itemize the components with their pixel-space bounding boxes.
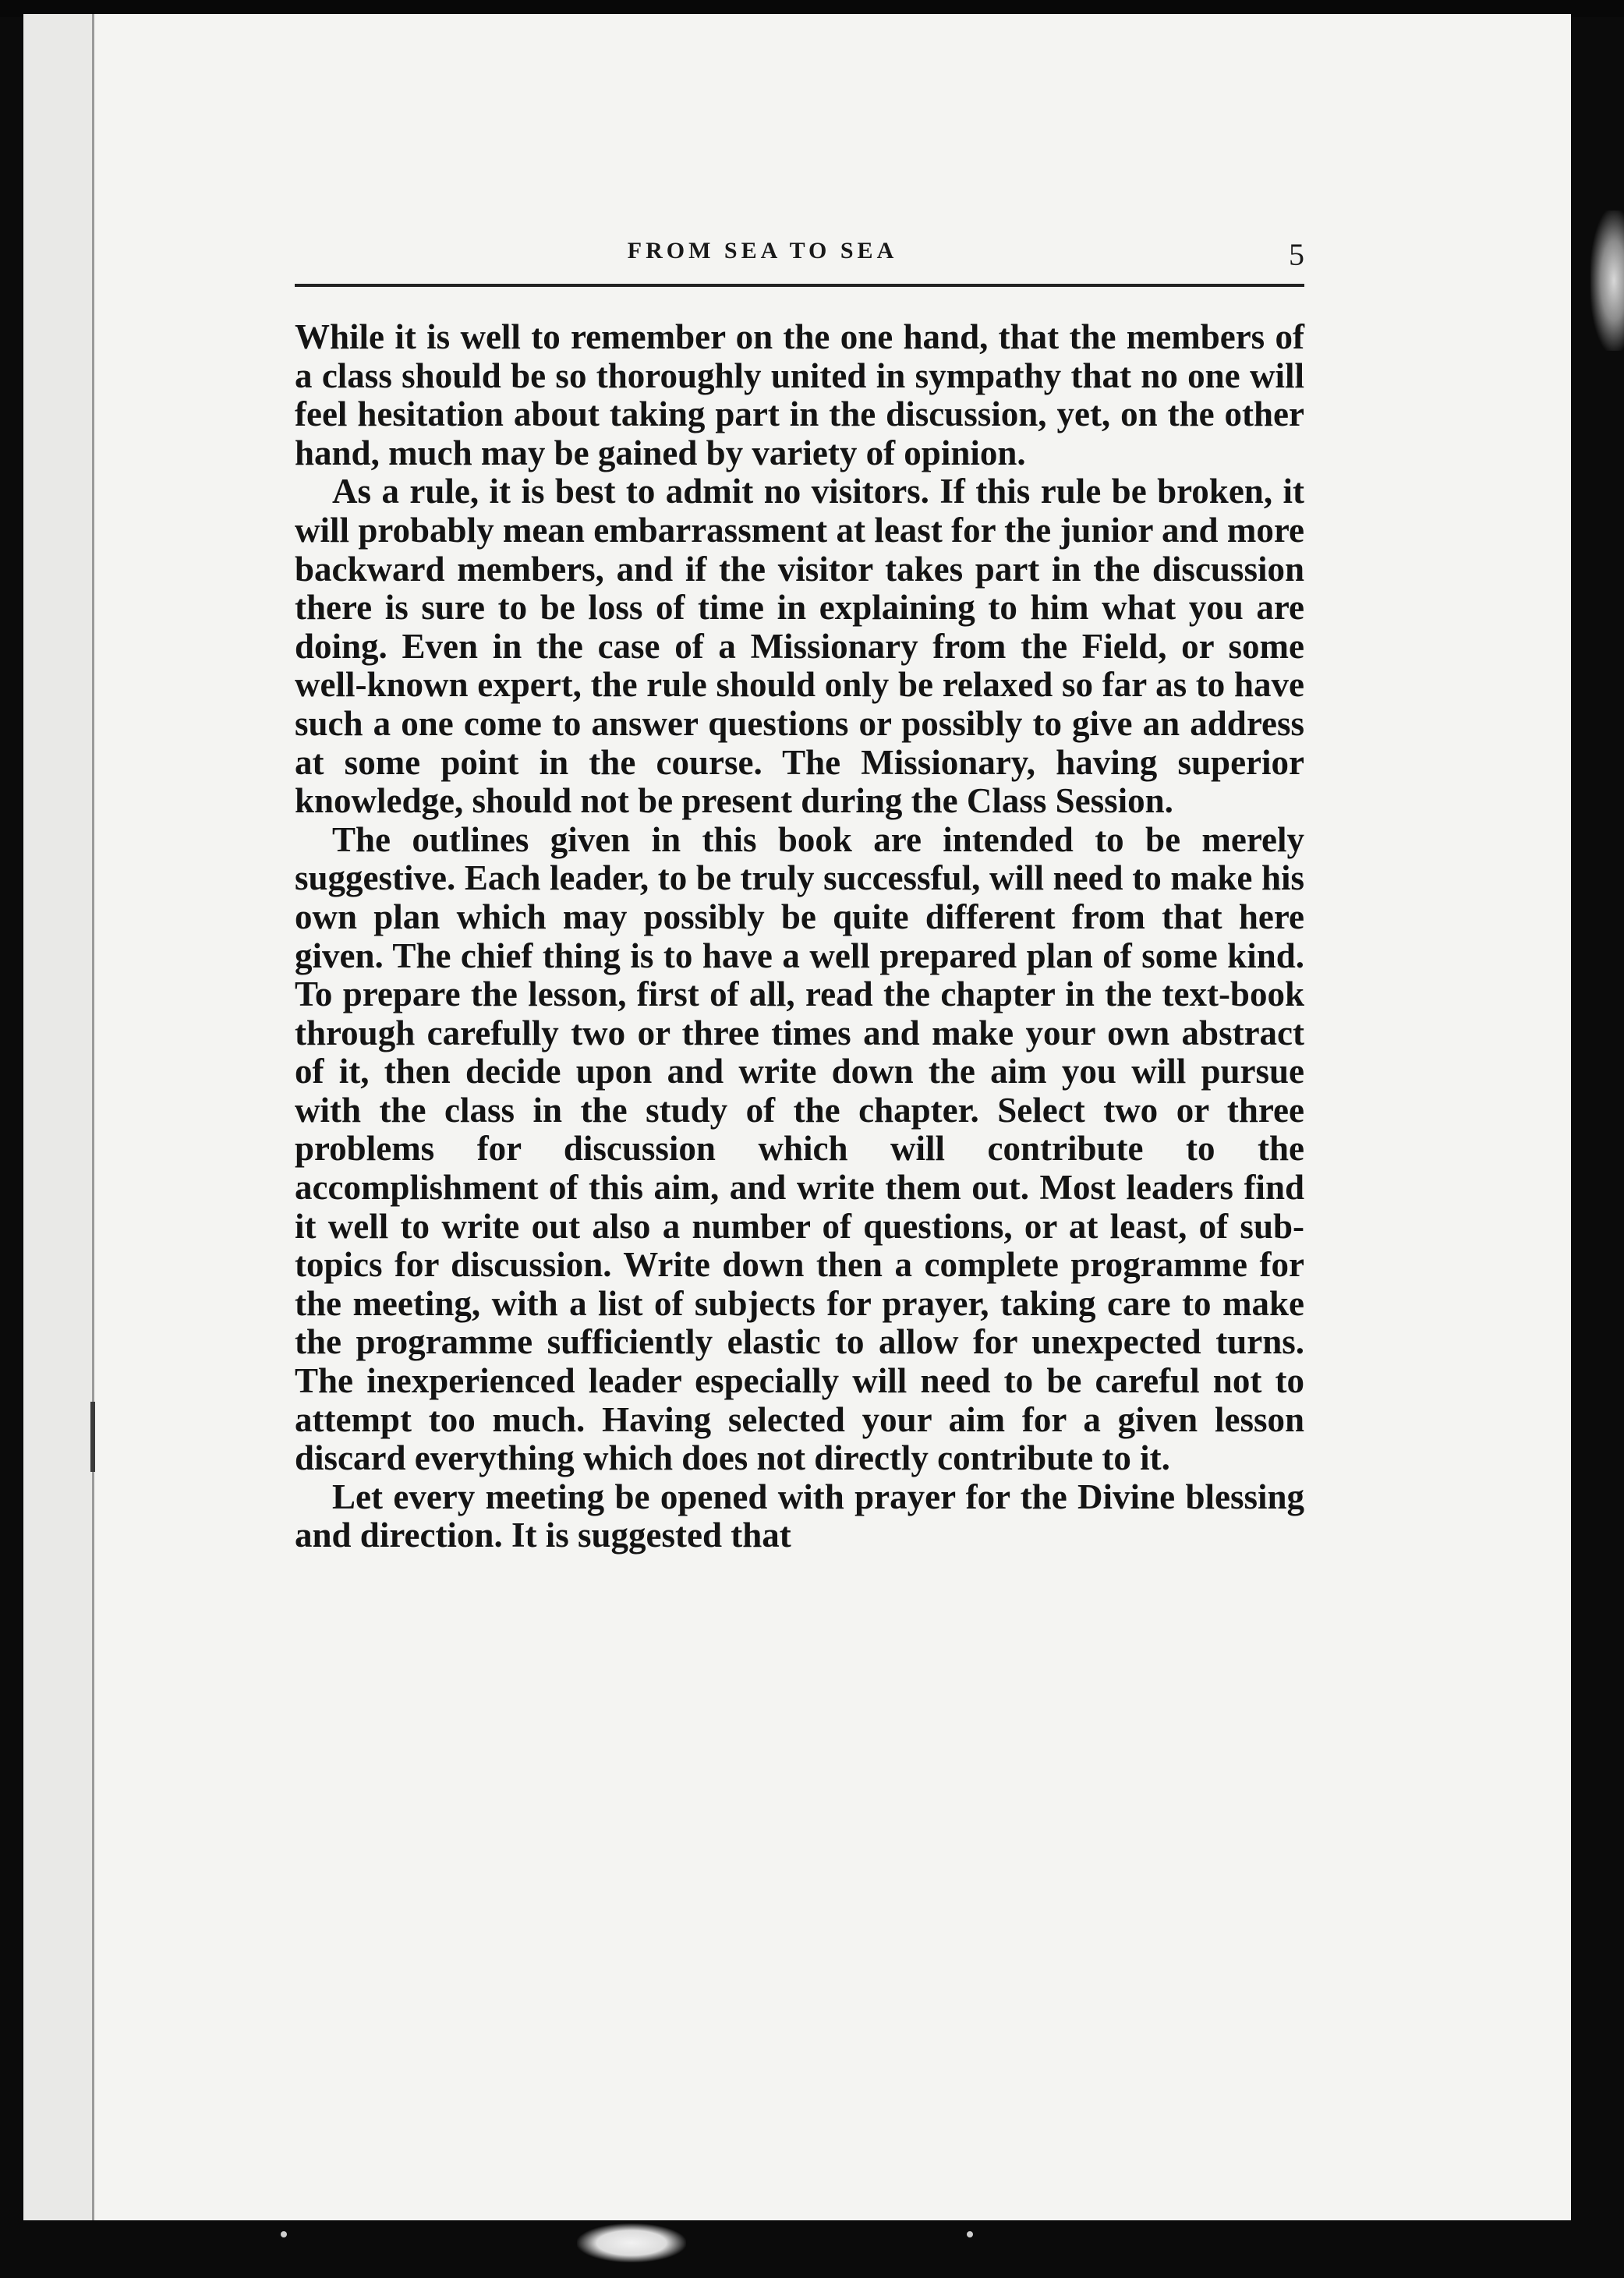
page-number: 5 xyxy=(1289,237,1304,272)
scan-artifact xyxy=(577,2223,686,2262)
page-gutter xyxy=(23,14,94,2220)
body-text xyxy=(295,318,1304,1555)
running-head xyxy=(295,238,1304,285)
paragraph: Let every meeting be opened with prayer for the Divine blessing and direction. It is suggested that xyxy=(295,1477,1304,1555)
gutter-mark xyxy=(90,1402,95,1472)
paragraph: While it is well to remember on the one hand, that the members of a class should be so thoroughly united in sympathy that no one will feel hesitation about taking part in the discussion, yet, on the other hand, much may be gained by variety of opinion. xyxy=(295,317,1304,472)
scan-artifact xyxy=(281,2231,287,2237)
scan-artifact xyxy=(1590,210,1624,351)
paragraph: As a rule, it is best to admit no visitors. If this rule be broken, it will probably mean embarrassment at least for the junior and more backward members, and if the visitor takes part in the discussion there is sure to be loss of time in explaining to him what you are doing. Even in the case of a Missionary from the Field, or some well-known expert, the rule should only be relaxed so far as to have such a one come to answer questions or possibly to give an address at some point in the course. The Missionary, having superior knowledge, should not be present during the Class Session. xyxy=(295,472,1304,821)
header-rule xyxy=(295,284,1304,287)
scan-artifact xyxy=(967,2231,973,2237)
paragraph: The outlines given in this book are intended to be merely suggestive. Each leader, to be truly successful, will need to make his own plan which may possibly be quite different from that here given. The chief thing is to have a well prepared plan of some kind. To prepare the lesson, first of all, read the chapter in the text-book through carefully two or three times and make your own abstract of it, then decide upon and write down the aim you will pursue with the class in the study of the chapter. Select two or three problems for discussion which will contribute to the accomplishment of this aim, and write them out. Most leaders find it well to write out also a number of questions, or at least, of sub-topics for discussion. Write down then a complete programme for the meeting, with a list of subjects for prayer, taking care to make the programme sufficiently elastic to allow for unexpected turns. The inexperienced leader especially will need to be careful not to attempt too much. Having selected your aim for a given lesson discard everything which does not directly contribute to it. xyxy=(295,819,1304,1478)
running-title: FROM SEA TO SEA xyxy=(627,238,898,264)
